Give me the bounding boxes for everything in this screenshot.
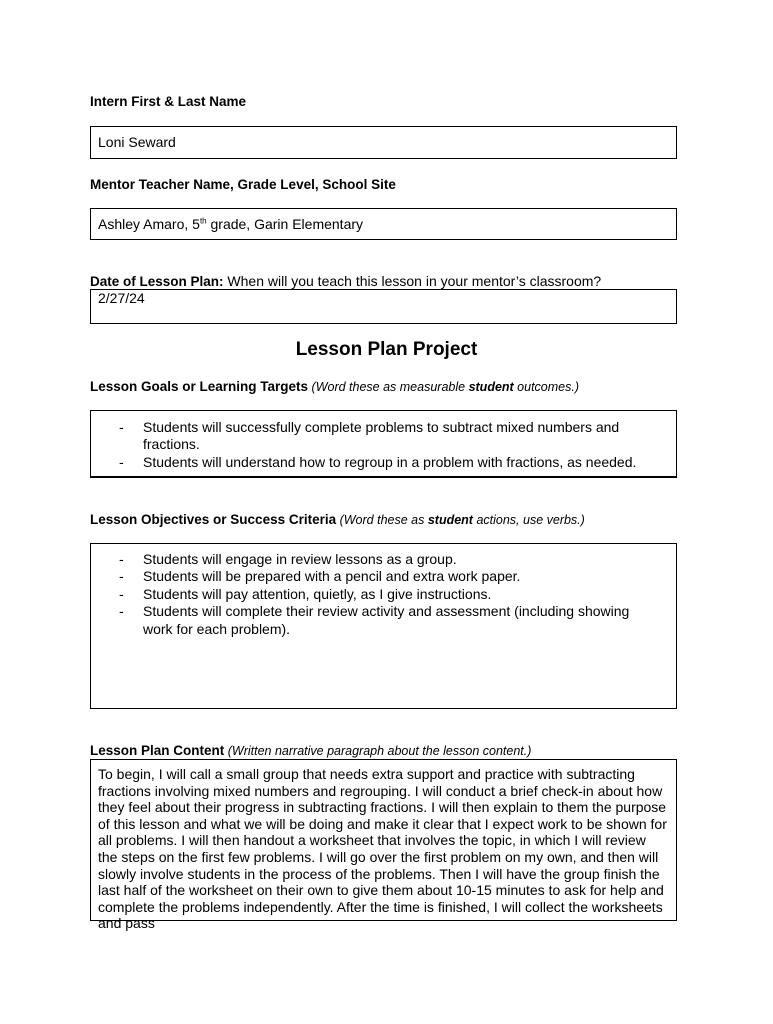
objective-item: - Students will be prepared with a pencil and extra work paper. <box>91 568 656 585</box>
goals-hint: (Word these as measurable student outcomes.) <box>308 380 580 394</box>
objectives-box[interactable] <box>90 543 677 709</box>
lesson-date-field[interactable] <box>90 289 677 324</box>
page-title: Lesson Plan Project <box>295 339 478 360</box>
objective-item: - Students will complete their review activity and assessment (including showing work for each problem). <box>91 603 656 638</box>
objective-item: - Students will engage in review lessons as a group. <box>91 551 656 568</box>
intern-name-field[interactable] <box>90 126 677 159</box>
content-text: To begin, I will call a small group that needs extra support and practice with subtracting fractions involving mixed numbers and regrouping. I will conduct a brief check-in about how they feel about their progress in subtracting fractions. I will then explain to them the purpose of this lesson and what we will be doing and make it clear that I expect work to be shown for all problems. I will then handout a worksheet that involves the topic, in which I will review the steps on the first few problems. I will go over the first problem on my own, and then will slowly involve students in the process of the problems. Then I will have the group finish the last half of the worksheet on their own to give them about 10-15 minutes to ask for help and complete the problems independently. After the time is finished, I will collect the worksheets and pass <box>98 766 667 932</box>
intern-name-label: Intern First & Last Name <box>90 94 247 109</box>
lesson-date-label: Date of Lesson Plan: When will you teach this lesson in your mentor’s classroom? <box>90 273 602 289</box>
objective-item: - Students will pay attention, quietly, as I give instructions. <box>91 586 656 603</box>
lesson-date-value: 2/27/24 <box>98 290 145 306</box>
goal-item: - Students will successfully complete problems to subtract mixed numbers and fractions. <box>91 419 676 454</box>
goals-list <box>91 419 676 471</box>
intern-name-value: Loni Seward <box>98 134 176 150</box>
content-label: Lesson Plan Content (Written narrative paragraph about the lesson content.) <box>90 743 532 758</box>
mentor-info-field[interactable] <box>90 208 677 240</box>
content-hint: (Written narrative paragraph about the lesson content.) <box>224 744 532 758</box>
objectives-list <box>91 551 656 638</box>
objectives-label: Lesson Objectives or Success Criteria (Word these as student actions, use verbs.) <box>90 512 585 527</box>
mentor-info-value: Ashley Amaro, 5th grade, Garin Elementary <box>98 216 364 232</box>
goal-item: - Students will understand how to regroup in a problem with fractions, as needed. <box>91 454 676 471</box>
goals-label: Lesson Goals or Learning Targets (Word these as measurable student outcomes.) <box>90 379 580 394</box>
objectives-hint: (Word these as student actions, use verbs.) <box>336 513 585 527</box>
content-textarea[interactable] <box>90 759 677 932</box>
lesson-date-prompt: When will you teach this lesson in your mentor’s classroom? <box>223 273 602 289</box>
goals-box[interactable] <box>90 410 677 478</box>
mentor-info-label: Mentor Teacher Name, Grade Level, School Site <box>90 177 396 192</box>
